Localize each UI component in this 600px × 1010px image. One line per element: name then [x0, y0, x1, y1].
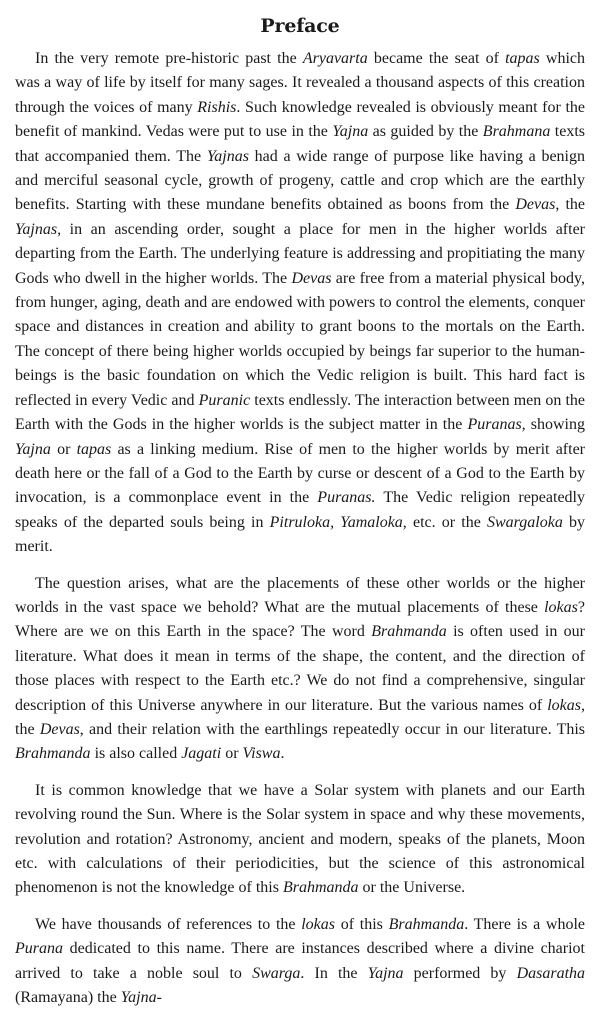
text-run: had a wide range of purpose like having a benign and merciful seasonal cycle, growth of progeny, cattle and crop which are the earthly benefits. Starting with these mundane benefits obtained as boons from the: [15, 147, 586, 214]
italic-term: Yajna: [15, 440, 51, 458]
text-run: is also called: [90, 745, 182, 763]
text-run: , and their relation with the earthlings repeatedly occur in our literature. This: [79, 720, 586, 738]
page-title: Preface: [260, 15, 340, 37]
text-run: dedicated to this name. There are instances described where a divine chariot arrived to take a noble soul to: [15, 940, 585, 982]
italic-term: Brahmanda: [388, 915, 465, 933]
italic-term: Yajnas: [206, 147, 249, 165]
italic-term: Rishis: [197, 98, 237, 116]
text-run: . Such knowledge revealed is obviously meant for the benefit of mankind. Vedas were put to use in the: [15, 98, 585, 141]
italic-term: Puranas.: [317, 489, 376, 507]
text-run: , etc. or the: [402, 513, 487, 531]
italic-term: lokas: [544, 598, 578, 616]
text-run: as a linking medium. Rise of men to the higher worlds by merit after death here or the fall of a God to the Earth by curse or descent of a God to the Earth by invocation, is a commonplace event in the: [15, 440, 586, 507]
italic-term: Swargaloka: [486, 513, 563, 531]
preface-body: [15, 47, 585, 1010]
italic-term: Pitruloka, Yamaloka: [269, 513, 403, 531]
text-run: , the: [555, 196, 585, 214]
text-run: texts endlessly. The interaction between men on the Earth with the Gods in the higher worlds is the subject matter in the: [15, 391, 586, 434]
italic-term: Purana: [15, 940, 63, 958]
text-run: or: [221, 745, 243, 763]
text-run: or the Universe.: [358, 879, 466, 897]
text-run: The Vedic religion repeatedly speaks of the departed souls being in: [15, 489, 585, 531]
italic-term: Brahmanda: [15, 745, 91, 763]
text-run: .: [280, 745, 285, 763]
italic-term: Devas: [39, 720, 80, 738]
document-page: [15, 14, 585, 1010]
italic-term: Puranic: [198, 391, 251, 409]
italic-term: Dasaratha: [516, 964, 586, 982]
italic-term: Aryavarta: [302, 50, 368, 67]
text-run: The question arises, what are the placements of these other worlds or the higher worlds in the vast space we behold? What are the mutual placements of these: [15, 574, 585, 616]
text-run: showing: [525, 416, 585, 434]
text-run: ? Where are we on this Earth in the space? The word: [15, 598, 585, 641]
text-run: as guided by the: [368, 123, 483, 141]
italic-term: Viswa: [242, 745, 281, 763]
text-run: the: [15, 720, 40, 738]
text-run: is often used in our literature. What does it mean in terms of the shape, the content, and the direction of those places with respect to the Earth etc.? We do not find a comprehensive, singular description of this Universe anywhere in our literature. But the various names of: [15, 623, 585, 714]
italic-term: Devas: [291, 269, 332, 287]
text-run: are free from a material physical body, from hunger, aging, death and are endowed with powers to control the elements, conquer space and distances in creation and ability to grant boons to the mortals on the Earth. The concept of there being higher worlds occupied by beings far superior to the human-beings is the basic foundation on which the Vedic religion is built. This hard fact is reflected in every Vedic and: [15, 269, 585, 409]
italic-term: Yajna-: [120, 989, 162, 1007]
text-run: by merit.: [15, 513, 586, 556]
italic-term: Yajna: [332, 123, 369, 141]
italic-term: Puranas,: [467, 416, 526, 434]
italic-term: Yajna: [367, 964, 404, 982]
text-run: . In the: [300, 964, 368, 982]
text-run: texts that accompanied them. The: [15, 123, 586, 165]
text-run: . There is a whole: [464, 915, 585, 933]
italic-term: Devas: [515, 196, 556, 214]
paragraph-4: [15, 913, 585, 1010]
italic-term: Brahmana: [482, 123, 551, 141]
paragraph-1: [15, 47, 585, 560]
text-run: In the very remote pre-historic past the: [35, 50, 303, 67]
italic-term: Brahmanda: [371, 623, 447, 641]
text-run: , in an ascending order, sought a place for men in the higher worlds after departing from the Earth. The underlying feature is addressing and propitiating the many Gods who dwell in the higher worlds. The: [15, 220, 585, 287]
text-run: performed by: [403, 964, 517, 982]
text-run: (Ramayana) the: [15, 989, 121, 1007]
italic-term: Yajnas: [15, 220, 58, 238]
text-run: We have thousands of references to the: [35, 915, 302, 933]
italic-term: tapas: [505, 50, 540, 67]
italic-term: tapas: [76, 440, 112, 458]
italic-term: lokas,: [547, 696, 585, 714]
paragraph-2: [15, 572, 585, 767]
text-run: It is common knowledge that we have a Solar system with planets and our Earth revolving round the Sun. Where is the Solar system in space and why these movements, revolution and rotation? Astronomy, ancient and modern, speaks of the planets, Moon etc. with calculations of their periodicities, but the science of this astronomical phenomenon is not the knowledge of this: [15, 781, 585, 897]
text-run: became the seat of: [367, 50, 506, 67]
paragraph-3: [15, 779, 585, 901]
text-run: which was a way of life by itself for many sages. It revealed a thousand aspects of this creation through the voices of many: [15, 50, 586, 116]
text-run: or: [50, 440, 77, 458]
italic-term: Jagati: [181, 745, 222, 763]
italic-term: lokas: [301, 915, 336, 933]
italic-term: Swarga: [252, 964, 301, 982]
text-run: of this: [335, 915, 389, 933]
italic-term: Brahmanda: [282, 879, 359, 897]
